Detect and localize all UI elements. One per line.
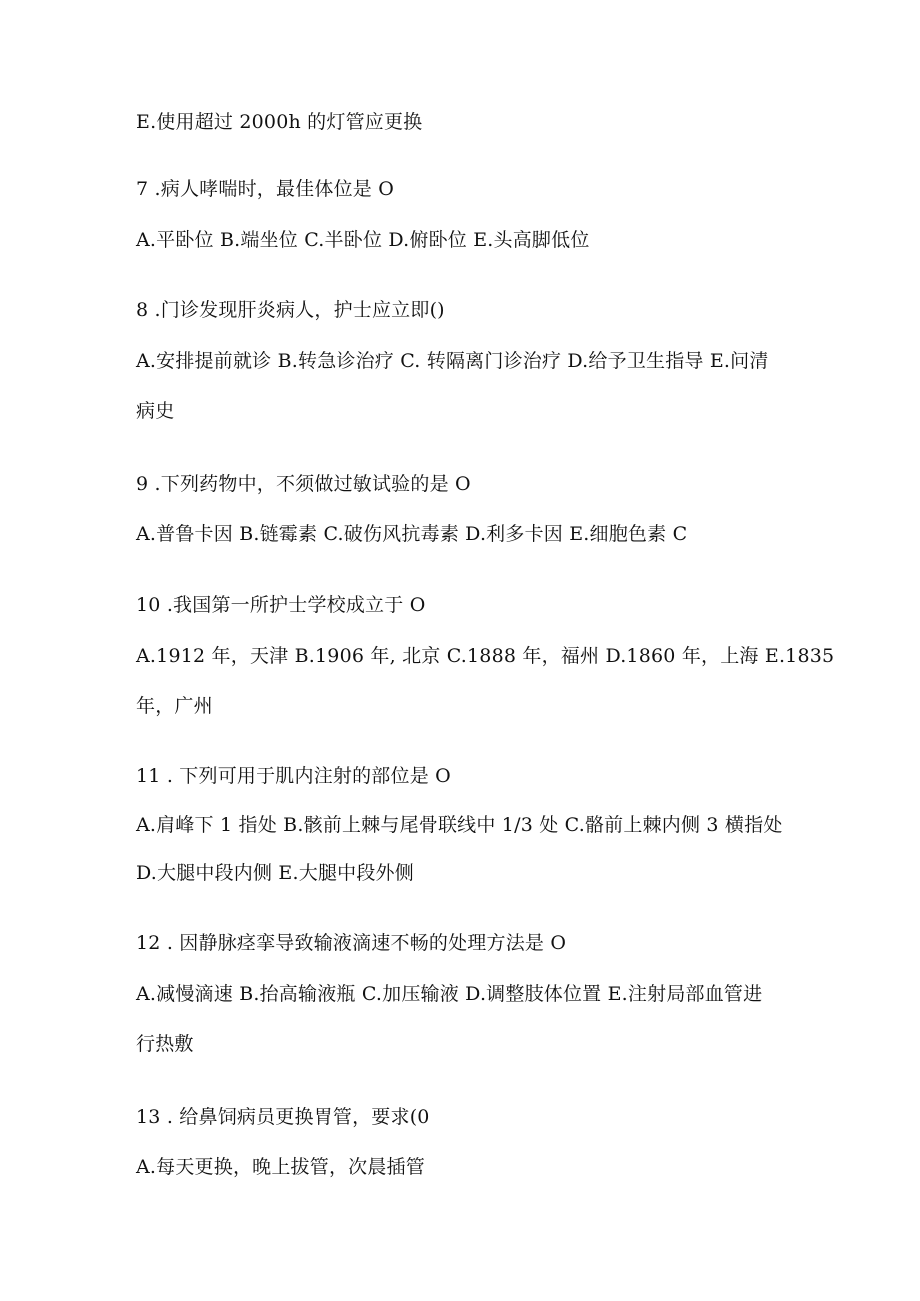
options-12-cont: 行热敷 xyxy=(136,1033,194,1055)
options-7: A.平卧位 B.端坐位 C.半卧位 D.俯卧位 E.头高脚低位 xyxy=(136,229,590,251)
options-12: A.减慢滴速 B.抬高输液瓶 C.加压输液 D.调整肢体位置 E.注射局部血管进 xyxy=(136,983,763,1005)
options-13: A.每天更换，晚上拔管，次晨插管 xyxy=(136,1156,425,1178)
options-11-cont: D.大腿中段内侧 E.大腿中段外侧 xyxy=(136,862,414,884)
question-7: 7 .病人哮喘时，最佳体位是 O xyxy=(136,178,394,200)
options-10: A.1912 年，天津 B.1906 年, 北京 C.1888 年，福州 D.1860 年，上海 E.1835 xyxy=(136,645,835,667)
question-10: 10 .我国第一所护士学校成立于 O xyxy=(136,594,426,616)
question-12: 12 . 因静脉痉挛导致输液滴速不畅的处理方法是 O xyxy=(136,932,567,954)
options-8: A.安排提前就诊 B.转急诊治疗 C. 转隔离门诊治疗 D.给予卫生指导 E.问清 xyxy=(136,350,769,372)
text-line-e-lamp: E.使用超过 2000h 的灯管应更换 xyxy=(136,111,423,133)
options-8-cont: 病史 xyxy=(136,400,175,422)
question-8: 8 .门诊发现肝炎病人，护士应立即() xyxy=(136,299,445,321)
options-10-cont: 年，广州 xyxy=(136,695,213,717)
question-9: 9 .下列药物中，不须做过敏试验的是 O xyxy=(136,473,471,495)
options-11: A.肩峰下 1 指处 B.骸前上棘与尾骨联线中 1/3 处 C.骼前上棘内侧 3 横指处 xyxy=(136,814,783,836)
question-13: 13 . 给鼻饲病员更换胃管，要求(0 xyxy=(136,1106,430,1128)
question-11: 11 . 下列可用于肌内注射的部位是 O xyxy=(136,765,451,787)
options-9: A.普鲁卡因 B.链霉素 C.破伤风抗毒素 D.利多卡因 E.细胞色素 C xyxy=(136,523,688,545)
